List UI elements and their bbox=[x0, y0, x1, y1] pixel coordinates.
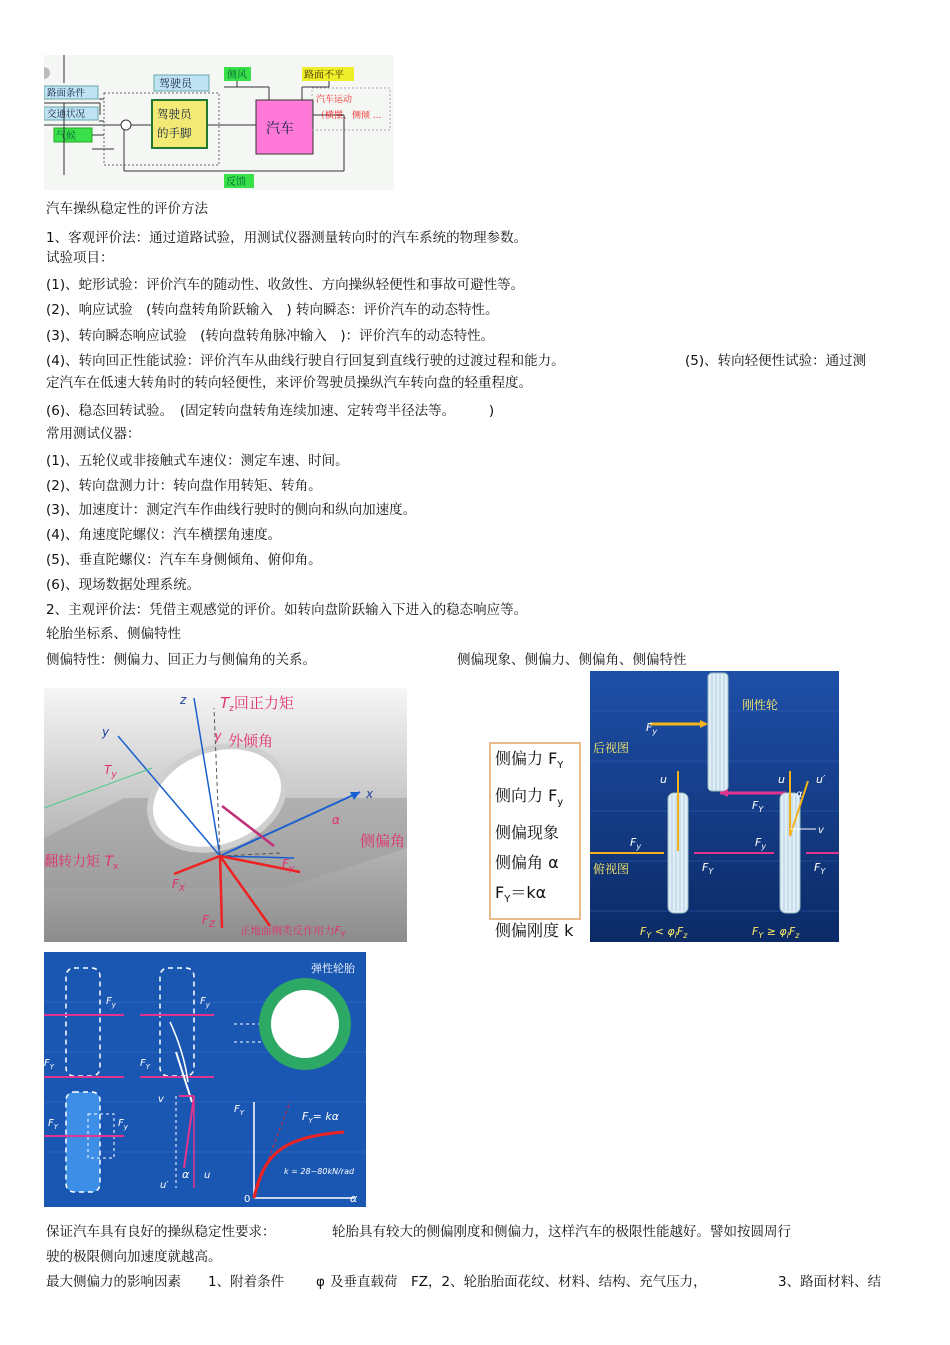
car-label: 汽车 bbox=[266, 121, 294, 137]
weather-label: 气候 bbox=[56, 131, 76, 142]
instruments-heading: 常用测试仪器： bbox=[46, 426, 141, 442]
svg-text:y: y bbox=[102, 725, 110, 739]
evaluation-methods-heading: 汽车操纵稳定性的评价方法 bbox=[46, 201, 208, 217]
svg-text:FY: $F_Y$ bbox=[44, 1058, 55, 1071]
cornering-terms-box: 侧偏力 $F_Y$ 侧向力 $F_y$ 侧偏现象 侧偏角 α $F_Y=k\alpha$ 侧偏刚度 k bbox=[489, 742, 581, 920]
svg-text:γ: γ bbox=[214, 729, 222, 743]
stability-requirement-detail: 轮胎具有较大的侧偏刚度和侧偏力，这样汽车的极限性能越好。譬如按圆周行 bbox=[332, 1224, 791, 1240]
max-force-factors-2: 及垂直载荷 FZ，2、轮胎胎面花纹、材料、结构、充气压力， bbox=[330, 1274, 707, 1290]
term-formula: F bbox=[495, 883, 505, 903]
phi-symbol: φ bbox=[316, 1274, 325, 1290]
svg-text:α: α bbox=[350, 1192, 358, 1205]
stiffness-range: k = 28~80kN/rad bbox=[284, 1167, 355, 1176]
driver-hands-label: 驾驶员 bbox=[157, 107, 192, 121]
elastic-tire-label: 弹性轮胎 bbox=[311, 962, 355, 975]
svg-text:Fy: $F_y$ bbox=[630, 836, 642, 851]
svg-text:FY: $F_Y$ bbox=[702, 861, 714, 876]
svg-text:Fy: $F_y$ bbox=[646, 721, 658, 736]
svg-text:FY < φlFz: $F_Y < \varphi_lF_z$ bbox=[640, 925, 688, 940]
test-item-4: (4)、转向回正性能试验：评价汽车从曲线行驶自行回复到直线行驶的过渡过程和能力。 bbox=[46, 353, 565, 369]
svg-text:u′: u′ bbox=[160, 1180, 169, 1191]
term-cornering-force: 侧偏力 F bbox=[495, 749, 558, 768]
term-phenomenon: 侧偏现象 bbox=[495, 823, 560, 843]
test-item-3: (3)、转向瞬态响应试验 (转向盘转角脉冲输入 )：评价汽车的动态特性。 bbox=[46, 328, 495, 344]
normal-reaction-label: 正地面侧类反作用力 bbox=[240, 925, 335, 937]
svg-text:（横摆、侧倾 ...: （横摆、侧倾 ... bbox=[316, 111, 382, 121]
svg-text:z: z bbox=[180, 693, 187, 707]
rigid-wheel-label: 刚性轮 bbox=[742, 698, 779, 712]
driver-car-block-diagram bbox=[44, 55, 394, 190]
svg-text:正地面侧类反作用力FY: 正地面侧类反作用力$F_Y$ bbox=[240, 925, 346, 939]
svg-text:FY: $F_Y$ bbox=[814, 861, 826, 876]
instrument-2: (2)、转向盘测力计：转向盘作用转矩、转角。 bbox=[46, 478, 322, 494]
svg-text:v: v bbox=[818, 825, 824, 836]
svg-text:FY: $F_Y$ bbox=[140, 1058, 151, 1071]
svg-text:x: x bbox=[366, 787, 374, 801]
aligning-moment-label: 回正力矩 bbox=[233, 694, 294, 712]
test-item-5-cont: 定汽车在低速大转角时的转向轻便性，来评价驾驶员操纵汽车转向盘的轻重程度。 bbox=[46, 375, 532, 391]
test-item-6: (6)、稳态回转试验。 (固定转向盘转角连续加速、定转弯半径法等。 ) bbox=[46, 403, 495, 419]
camber-label: 外倾角 bbox=[228, 732, 274, 750]
svg-text:FX: $F_X$ bbox=[172, 877, 186, 894]
driver-label: 驾驶员 bbox=[159, 77, 192, 90]
svg-text:Fy: $F_y$ bbox=[106, 996, 116, 1009]
svg-text:v: v bbox=[158, 1094, 164, 1105]
svg-text:α: α bbox=[182, 1168, 190, 1181]
cornering-characteristic: 侧偏特性：侧偏力、回正力与侧偏角的关系。 bbox=[46, 652, 316, 668]
stability-requirement-cont: 驶的极限侧向加速度就越高。 bbox=[46, 1249, 222, 1265]
traffic-label: 交通状况 bbox=[47, 109, 86, 120]
max-force-factors-3: 3、路面材料、结 bbox=[778, 1274, 882, 1290]
svg-text:FZ: $F_Z$ bbox=[202, 913, 216, 930]
svg-text:Tz回正力矩: $T_z$回正力矩 bbox=[220, 694, 294, 714]
svg-text:α: α bbox=[332, 813, 340, 827]
instrument-3: (3)、加速度计：测定汽车作曲线行驶时的侧向和纵向加速度。 bbox=[46, 502, 417, 518]
term-slip-angle: 侧偏角 α bbox=[495, 853, 559, 873]
svg-text:Ty: $T_y$ bbox=[104, 763, 117, 780]
instrument-4: (4)、角速度陀螺仪：汽车横摆角速度。 bbox=[46, 527, 282, 543]
elastic-formula: F bbox=[302, 1110, 309, 1123]
svg-text:u: u bbox=[660, 773, 667, 786]
slip-angle-label: 侧偏角 bbox=[360, 832, 406, 850]
test-item-2: (2)、响应试验 (转向盘转角阶跃输入 ) 转向瞬态：评价汽车的动态特性。 bbox=[46, 302, 499, 318]
crosswind-label: 侧风 bbox=[227, 70, 247, 81]
svg-text:的手脚: 的手脚 bbox=[157, 126, 192, 140]
svg-text:u′: u′ bbox=[816, 773, 826, 786]
test-items-heading: 试验项目： bbox=[46, 250, 114, 266]
svg-text:FY ≥ φlFz: $F_Y \ge \varphi_lF_z$ bbox=[752, 925, 800, 940]
overturn-moment-label: 翻转力矩 bbox=[44, 854, 100, 870]
svg-text:FY: $F_Y$ bbox=[234, 1104, 245, 1117]
objective-method: 1、客观评价法：通过道路试验，用测试仪器测量转向时的汽车系统的物理参数。 bbox=[46, 230, 528, 246]
tire-heading: 轮胎坐标系、侧偏特性 bbox=[46, 626, 181, 642]
max-force-factors: 最大侧偏力的影响因素 1、附着条件 bbox=[46, 1274, 285, 1290]
road-condition-label: 路面条件 bbox=[47, 88, 86, 99]
term-lateral-force: 侧向力 F bbox=[495, 786, 558, 806]
svg-text:Fy: $F_y$ bbox=[200, 996, 210, 1009]
motion-label: 汽车运动 bbox=[316, 95, 353, 105]
svg-text:α: α bbox=[796, 789, 803, 800]
cornering-phenomena: 侧偏现象、侧偏力、侧偏角、侧偏特性 bbox=[457, 652, 687, 668]
rigid-wheel-diagram bbox=[590, 671, 839, 942]
test-item-5: (5)、转向轻便性试验：通过测 bbox=[685, 353, 867, 369]
svg-text:Fy: $F_y$ bbox=[282, 857, 295, 874]
elastic-tire-diagram bbox=[44, 952, 366, 1207]
tire-axis-diagram bbox=[44, 688, 407, 942]
term-stiffness: 侧偏刚度 k bbox=[495, 920, 574, 940]
svg-text:Fy: $F_y$ bbox=[118, 1118, 128, 1131]
top-view-label: 俯视图 bbox=[593, 862, 630, 876]
svg-text:0: 0 bbox=[244, 1194, 251, 1205]
instrument-5: (5)、垂直陀螺仪：汽车车身侧倾角、俯仰角。 bbox=[46, 552, 322, 568]
uneven-road-label: 路面不平 bbox=[304, 70, 344, 81]
svg-text:FY: $F_Y$ bbox=[48, 1118, 59, 1131]
stability-requirement: 保证汽车具有良好的操纵稳定性要求： bbox=[46, 1224, 276, 1240]
instrument-6: (6)、现场数据处理系统。 bbox=[46, 577, 201, 593]
svg-text:翻转力矩 Tx: 翻转力矩 $T_x$ bbox=[44, 854, 119, 872]
subjective-method: 2、主观评价法：凭借主观感觉的评价。如转向盘阶跃输入下进入的稳态响应等。 bbox=[46, 602, 528, 618]
svg-text:u: u bbox=[204, 1170, 211, 1181]
svg-text:FY: $F_Y$ bbox=[752, 799, 764, 814]
svg-text:FY= kα: $F_Y= k\alpha$ bbox=[302, 1110, 339, 1125]
rear-view-label: 后视图 bbox=[593, 741, 630, 755]
feedback-label: 反馈 bbox=[226, 177, 246, 188]
svg-text:Fy: $F_y$ bbox=[755, 836, 767, 851]
test-item-1: (1)、蛇形试验：评价汽车的随动性、收敛性、方向操纵轻便性和事故可避性等。 bbox=[46, 277, 525, 293]
svg-text:u: u bbox=[778, 773, 785, 786]
instrument-1: (1)、五轮仪或非接触式车速仪：测定车速、时间。 bbox=[46, 453, 349, 469]
